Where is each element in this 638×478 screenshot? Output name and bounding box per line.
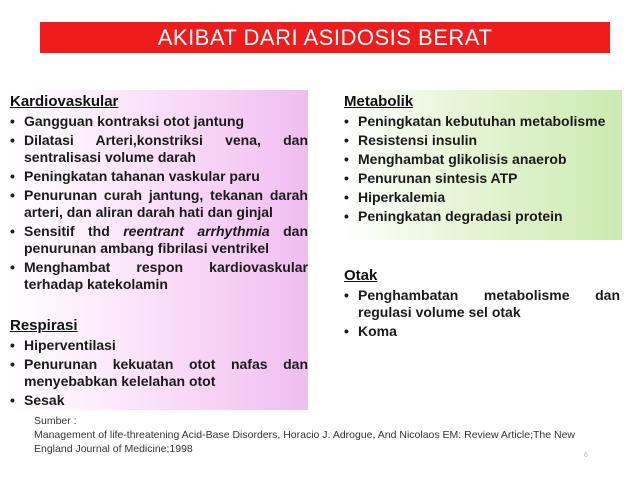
section-heading-kardiovaskular: Kardiovaskular xyxy=(10,93,119,110)
bullet-icon: • xyxy=(344,287,349,303)
bullet-icon: • xyxy=(10,356,15,372)
bullet-icon: • xyxy=(344,323,349,339)
bullet-icon: • xyxy=(10,132,15,148)
section-heading-metabolik: Metabolik xyxy=(344,93,414,110)
respirasi-list xyxy=(10,337,308,409)
list-item: • Menghambat glikolisis anaerob xyxy=(344,151,567,167)
bullet-icon: • xyxy=(10,187,15,203)
list-item: • Sesak xyxy=(10,392,65,408)
bullet-icon: • xyxy=(10,337,15,353)
list-item: • Peningkatan kebutuhan metabolisme xyxy=(344,113,606,129)
bullet-icon: • xyxy=(344,189,349,205)
list-item: • Peningkatan tahanan vaskular paru xyxy=(10,168,260,184)
list-item: • Penghambatan metabolisme dan regulasi volume sel otak xyxy=(344,287,620,320)
list-item: • Penurunan kekuatan otot nafas dan menyebabkan kelelahan otot xyxy=(10,356,308,389)
bullet-icon: • xyxy=(10,113,15,129)
otak-list xyxy=(344,287,620,340)
list-item: • Hiperkalemia xyxy=(344,189,446,205)
list-item: • Koma xyxy=(344,323,397,339)
source-label: Sumber : xyxy=(34,415,77,427)
left-column xyxy=(10,93,308,411)
metabolik-list xyxy=(344,113,620,225)
list-item: • Peningkatan degradasi protein xyxy=(344,208,563,224)
section-heading-respirasi: Respirasi xyxy=(10,317,78,334)
section-heading-otak: Otak xyxy=(344,267,378,284)
list-item: • Sensitif thd reentrant arrhythmia dan penurunan ambang fibrilasi ventrikel xyxy=(10,223,309,256)
list-item: • Resistensi insulin xyxy=(344,132,478,148)
italic-term: reentrant arrhythmia xyxy=(123,223,270,239)
list-item: • Menghambat respon kardiovaskular terhadap katekolamin xyxy=(10,259,308,292)
bullet-icon: • xyxy=(344,170,349,186)
list-item: • Gangguan kontraksi otot jantung xyxy=(10,113,245,129)
kardiovaskular-list xyxy=(10,113,308,293)
page-number: 6 xyxy=(584,452,588,459)
bullet-icon: • xyxy=(10,223,15,239)
right-column xyxy=(344,93,620,342)
source-citation xyxy=(34,414,594,456)
bullet-icon: • xyxy=(344,208,349,224)
list-item: • Penurunan sintesis ATP xyxy=(344,170,518,186)
slide-title: AKIBAT DARI ASIDOSIS BERAT xyxy=(40,22,610,53)
bullet-icon: • xyxy=(344,113,349,129)
bullet-icon: • xyxy=(344,132,349,148)
list-item: • Hiperventilasi xyxy=(10,337,116,353)
source-text: Management of life-threatening Acid-Base Disorders, Horacio J. Adrogue, And Nicolaos EM: Review Article;The New England Journal of Medicine;1998 xyxy=(34,429,576,455)
bullet-icon: • xyxy=(10,168,15,184)
bullet-icon: • xyxy=(10,392,15,408)
bullet-icon: • xyxy=(10,259,15,275)
list-item: • Dilatasi Arteri,konstriksi vena, dan sentralisasi volume darah xyxy=(10,132,308,165)
list-item: • Penurunan curah jantung, tekanan darah arteri, dan aliran darah hati dan ginjal xyxy=(10,187,308,220)
bullet-icon: • xyxy=(344,151,349,167)
